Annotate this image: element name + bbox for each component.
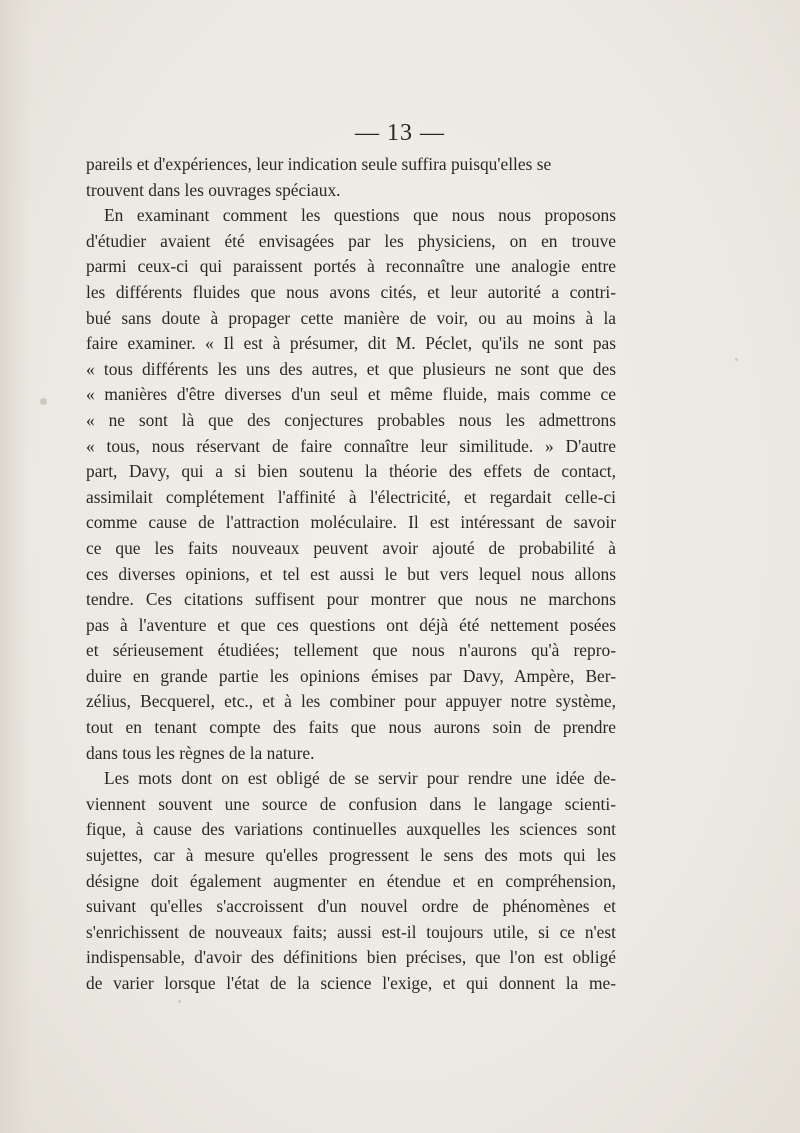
text-line: d'étudier avaient été envisagées par les physiciens, on en trouve (86, 230, 616, 251)
text-line: indispensable, d'avoir des définitions bien précises, que l'on est obligé (86, 947, 616, 968)
text-line: pareils et d'expériences, leur indication seule suffira puisqu'elles se (86, 154, 552, 174)
text-line: faire examiner. « Il est à présumer, dit M. Péclet, qu'ils ne sont pas (86, 333, 616, 354)
text-line: ce que les faits nouveaux peuvent avoir ajouté de probabilité à (86, 537, 616, 558)
text-line: « tous, nous réservant de faire connaître leur similitude. » D'autre (86, 435, 616, 456)
page-number: — 13 — (355, 120, 445, 146)
text-line: assimilait complétement l'affinité à l'électricité, et regardait celle-ci (86, 486, 616, 507)
page-edge-shadow (0, 0, 30, 1133)
text-line: Les mots dont on est obligé de se servir pour rendre une idée de- (104, 768, 616, 789)
text-line: trouvent dans les ouvrages spéciaux. (86, 179, 341, 200)
text-line: ces diverses opinions, et tel est aussi le but vers lequel nous allons (86, 563, 616, 584)
text-line: fique, à cause des variations continuelles auxquelles les sciences sont (86, 819, 616, 840)
text-line: « ne sont là que des conjectures probables nous les admettrons (86, 409, 616, 430)
text-line: En examinant comment les questions que nous nous proposons (104, 205, 616, 226)
text-line: « tous différents les uns des autres, et que plusieurs ne sont que des (86, 358, 616, 379)
text-line: « manières d'être diverses d'un seul et même fluide, mais comme ce (86, 384, 616, 405)
text-line: sujettes, car à mesure qu'elles progressent le sens des mots qui les (86, 845, 616, 866)
text-line: désigne doit également augmenter en étendue et en compréhension, (86, 870, 616, 891)
text-line: part, Davy, qui a si bien soutenu la théorie des effets de contact, (86, 461, 616, 482)
text-line: suivant qu'elles s'accroissent d'un nouvel ordre de phénomènes et (86, 896, 616, 917)
text-line: tendre. Ces citations suffisent pour montrer que nous ne marchons (86, 589, 616, 610)
text-line: s'enrichissent de nouveaux faits; aussi est-il toujours utile, si ce n'est (86, 921, 616, 942)
text-line: parmi ceux-ci qui paraissent portés à reconnaître une analogie entre (86, 256, 616, 277)
text-line: dans tous les règnes de la nature. (86, 742, 315, 763)
text-line: tout en tenant compte des faits que nous aurons soin de prendre (86, 717, 616, 738)
text-line: de varier lorsque l'état de la science l'exige, et qui donnent la me- (86, 973, 616, 993)
text-line: bué sans doute à propager cette manière de voir, ou au moins à la (86, 307, 616, 328)
paper-speck (735, 358, 738, 361)
paper-speck (40, 398, 47, 405)
paper-speck (178, 1000, 181, 1003)
text-line: viennent souvent une source de confusion dans le langage scienti- (86, 793, 616, 814)
text-line: duire en grande partie les opinions émises par Davy, Ampère, Ber- (86, 665, 616, 686)
text-line: zélius, Becquerel, etc., et à les combiner pour appuyer notre système, (86, 691, 616, 712)
text-line: et sérieusement étudiées; tellement que nous n'aurons qu'à repro- (86, 640, 616, 661)
body-text (86, 152, 616, 997)
text-line: comme cause de l'attraction moléculaire. Il est intéressant de savoir (86, 512, 616, 533)
text-line: les différents fluides que nous avons cités, et leur autorité a contri- (86, 281, 616, 302)
text-line: pas à l'aventure et que ces questions ont déjà été nettement posées (86, 614, 616, 635)
